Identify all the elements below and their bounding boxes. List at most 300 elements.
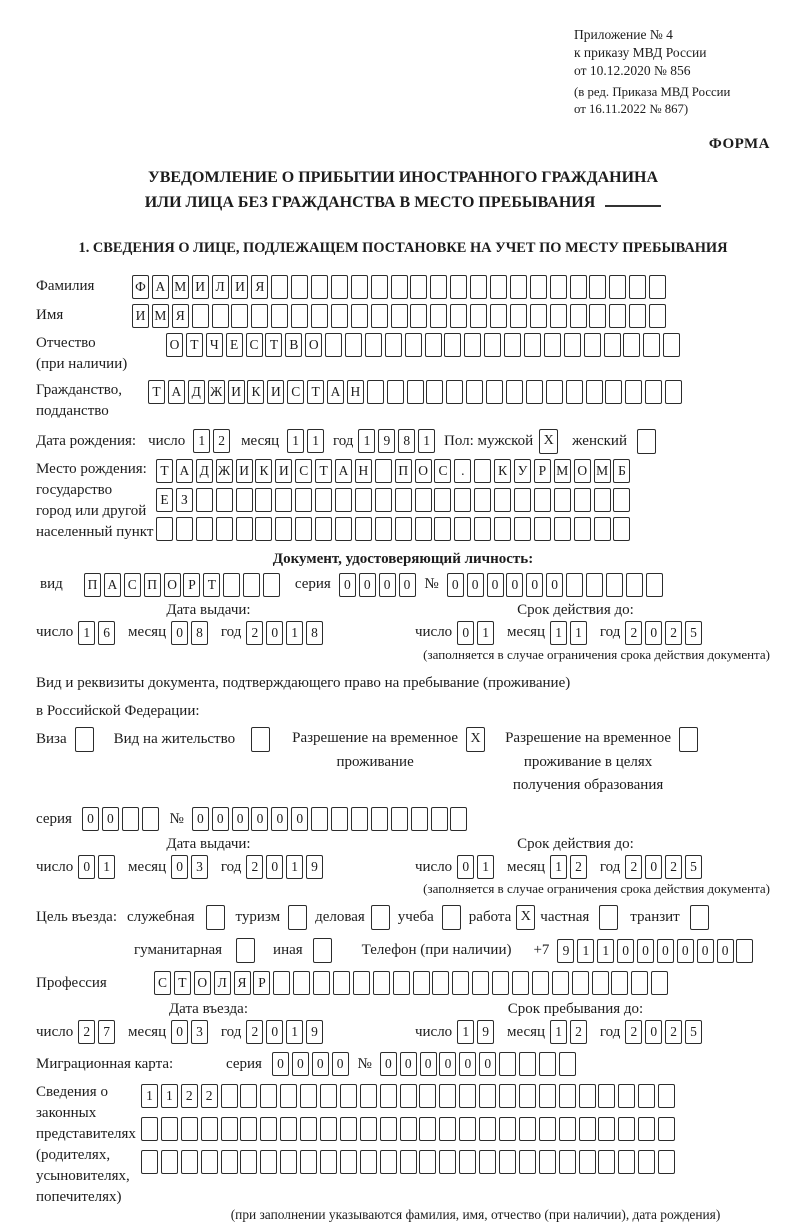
- char-box[interactable]: [351, 275, 368, 299]
- char-box[interactable]: А: [168, 380, 185, 404]
- char-box[interactable]: [216, 488, 233, 512]
- char-box[interactable]: [613, 488, 630, 512]
- char-box[interactable]: 0: [251, 807, 268, 831]
- char-box[interactable]: 1: [477, 621, 494, 645]
- char-box[interactable]: 0: [645, 1020, 662, 1044]
- char-box[interactable]: [539, 1084, 556, 1108]
- char-box[interactable]: [519, 1150, 536, 1174]
- char-box[interactable]: [623, 333, 640, 357]
- char-box[interactable]: 0: [506, 573, 523, 597]
- char-box[interactable]: [645, 380, 662, 404]
- char-box[interactable]: 0: [332, 1052, 349, 1076]
- char-box[interactable]: [539, 1150, 556, 1174]
- char-box[interactable]: 1: [418, 429, 435, 453]
- char-box[interactable]: 1: [597, 939, 614, 963]
- char-box[interactable]: 0: [192, 807, 209, 831]
- char-box[interactable]: [459, 1084, 476, 1108]
- char-box[interactable]: П: [144, 573, 161, 597]
- char-box[interactable]: [255, 517, 272, 541]
- char-box[interactable]: [425, 333, 442, 357]
- char-box[interactable]: [380, 1084, 397, 1108]
- char-box[interactable]: Р: [253, 971, 270, 995]
- char-box[interactable]: [504, 333, 521, 357]
- char-box[interactable]: [574, 517, 591, 541]
- char-box[interactable]: [280, 1150, 297, 1174]
- char-box[interactable]: [450, 275, 467, 299]
- char-box[interactable]: К: [494, 459, 511, 483]
- char-box[interactable]: [618, 1150, 635, 1174]
- char-box[interactable]: [526, 380, 543, 404]
- char-box[interactable]: [142, 807, 159, 831]
- char-box[interactable]: 0: [645, 621, 662, 645]
- char-box[interactable]: И: [267, 380, 284, 404]
- char-box[interactable]: [360, 1084, 377, 1108]
- char-box[interactable]: [484, 333, 501, 357]
- char-box[interactable]: С: [434, 459, 451, 483]
- char-box[interactable]: 9: [306, 855, 323, 879]
- char-box[interactable]: [271, 275, 288, 299]
- char-box[interactable]: [594, 517, 611, 541]
- char-box[interactable]: [221, 1150, 238, 1174]
- char-box[interactable]: [371, 807, 388, 831]
- char-box[interactable]: [122, 807, 139, 831]
- char-box[interactable]: [313, 971, 330, 995]
- char-box[interactable]: У: [514, 459, 531, 483]
- char-box[interactable]: [479, 1084, 496, 1108]
- char-box[interactable]: 1: [286, 621, 303, 645]
- char-box[interactable]: 1: [78, 621, 95, 645]
- char-box[interactable]: [311, 807, 328, 831]
- char-box[interactable]: [410, 304, 427, 328]
- char-box[interactable]: [353, 971, 370, 995]
- char-box[interactable]: [192, 304, 209, 328]
- char-box[interactable]: [340, 1084, 357, 1108]
- char-box[interactable]: 0: [339, 573, 356, 597]
- char-box[interactable]: [512, 971, 529, 995]
- char-box[interactable]: [221, 1084, 238, 1108]
- char-box[interactable]: С: [246, 333, 263, 357]
- char-box[interactable]: [492, 971, 509, 995]
- char-box[interactable]: [181, 1117, 198, 1141]
- char-box[interactable]: [604, 333, 621, 357]
- char-box[interactable]: [539, 1052, 556, 1076]
- char-box[interactable]: 0: [171, 855, 188, 879]
- char-box[interactable]: [470, 275, 487, 299]
- purpose-tourism-checkbox[interactable]: [288, 905, 307, 930]
- char-box[interactable]: [315, 517, 332, 541]
- char-box[interactable]: [534, 488, 551, 512]
- char-box[interactable]: 6: [98, 621, 115, 645]
- char-box[interactable]: [663, 333, 680, 357]
- char-box[interactable]: 1: [550, 855, 567, 879]
- char-box[interactable]: [345, 333, 362, 357]
- char-box[interactable]: 0: [291, 807, 308, 831]
- char-box[interactable]: [141, 1150, 158, 1174]
- char-box[interactable]: [260, 1084, 277, 1108]
- char-box[interactable]: [295, 488, 312, 512]
- char-box[interactable]: [546, 380, 563, 404]
- char-box[interactable]: 0: [292, 1052, 309, 1076]
- char-box[interactable]: Т: [265, 333, 282, 357]
- char-box[interactable]: [410, 275, 427, 299]
- char-box[interactable]: [275, 488, 292, 512]
- char-box[interactable]: [490, 304, 507, 328]
- char-box[interactable]: 1: [358, 429, 375, 453]
- char-box[interactable]: 0: [400, 1052, 417, 1076]
- char-box[interactable]: [519, 1117, 536, 1141]
- char-box[interactable]: [566, 380, 583, 404]
- char-box[interactable]: [486, 380, 503, 404]
- char-box[interactable]: И: [231, 275, 248, 299]
- char-box[interactable]: 2: [625, 621, 642, 645]
- char-box[interactable]: [454, 488, 471, 512]
- char-box[interactable]: [360, 1150, 377, 1174]
- char-box[interactable]: [572, 971, 589, 995]
- char-box[interactable]: И: [275, 459, 292, 483]
- char-box[interactable]: 2: [213, 429, 230, 453]
- char-box[interactable]: 0: [526, 573, 543, 597]
- char-box[interactable]: 5: [685, 855, 702, 879]
- char-box[interactable]: 5: [685, 1020, 702, 1044]
- char-box[interactable]: О: [305, 333, 322, 357]
- char-box[interactable]: [629, 304, 646, 328]
- char-box[interactable]: [223, 573, 240, 597]
- char-box[interactable]: [646, 573, 663, 597]
- char-box[interactable]: [196, 517, 213, 541]
- male-checkbox[interactable]: X: [539, 429, 558, 454]
- char-box[interactable]: Ж: [216, 459, 233, 483]
- char-box[interactable]: [240, 1117, 257, 1141]
- char-box[interactable]: [216, 517, 233, 541]
- char-box[interactable]: [584, 333, 601, 357]
- char-box[interactable]: О: [574, 459, 591, 483]
- char-box[interactable]: [506, 380, 523, 404]
- char-box[interactable]: [331, 304, 348, 328]
- char-box[interactable]: [231, 304, 248, 328]
- char-box[interactable]: [380, 1150, 397, 1174]
- char-box[interactable]: [430, 304, 447, 328]
- char-box[interactable]: Т: [174, 971, 191, 995]
- char-box[interactable]: [156, 517, 173, 541]
- char-box[interactable]: 0: [479, 1052, 496, 1076]
- char-box[interactable]: Ж: [208, 380, 225, 404]
- char-box[interactable]: [351, 807, 368, 831]
- char-box[interactable]: 3: [191, 855, 208, 879]
- char-box[interactable]: [586, 573, 603, 597]
- char-box[interactable]: И: [192, 275, 209, 299]
- char-box[interactable]: И: [132, 304, 149, 328]
- char-box[interactable]: [255, 488, 272, 512]
- char-box[interactable]: [638, 1117, 655, 1141]
- char-box[interactable]: 0: [232, 807, 249, 831]
- char-box[interactable]: [524, 333, 541, 357]
- char-box[interactable]: И: [236, 459, 253, 483]
- char-box[interactable]: М: [594, 459, 611, 483]
- purpose-humanitarian-checkbox[interactable]: [236, 938, 255, 963]
- char-box[interactable]: [391, 807, 408, 831]
- char-box[interactable]: 0: [447, 573, 464, 597]
- char-box[interactable]: [446, 380, 463, 404]
- char-box[interactable]: [559, 1117, 576, 1141]
- char-box[interactable]: [736, 939, 753, 963]
- char-box[interactable]: А: [327, 380, 344, 404]
- char-box[interactable]: [649, 304, 666, 328]
- char-box[interactable]: 2: [246, 1020, 263, 1044]
- char-box[interactable]: А: [176, 459, 193, 483]
- char-box[interactable]: Р: [534, 459, 551, 483]
- char-box[interactable]: 0: [399, 573, 416, 597]
- char-box[interactable]: 0: [171, 621, 188, 645]
- char-box[interactable]: 0: [717, 939, 734, 963]
- char-box[interactable]: [413, 971, 430, 995]
- char-box[interactable]: Е: [156, 488, 173, 512]
- char-box[interactable]: Ф: [132, 275, 149, 299]
- char-box[interactable]: П: [84, 573, 101, 597]
- char-box[interactable]: [550, 275, 567, 299]
- char-box[interactable]: Л: [214, 971, 231, 995]
- char-box[interactable]: [419, 1117, 436, 1141]
- char-box[interactable]: [360, 1117, 377, 1141]
- visa-checkbox[interactable]: [75, 727, 94, 752]
- char-box[interactable]: [221, 1117, 238, 1141]
- char-box[interactable]: [651, 971, 668, 995]
- char-box[interactable]: [539, 1117, 556, 1141]
- char-box[interactable]: [479, 1150, 496, 1174]
- char-box[interactable]: [638, 1084, 655, 1108]
- char-box[interactable]: 8: [191, 621, 208, 645]
- char-box[interactable]: [400, 1150, 417, 1174]
- char-box[interactable]: [400, 1084, 417, 1108]
- char-box[interactable]: Т: [186, 333, 203, 357]
- char-box[interactable]: 0: [657, 939, 674, 963]
- char-box[interactable]: 2: [201, 1084, 218, 1108]
- char-box[interactable]: 1: [457, 1020, 474, 1044]
- char-box[interactable]: [459, 1150, 476, 1174]
- char-box[interactable]: [625, 380, 642, 404]
- char-box[interactable]: [472, 971, 489, 995]
- char-box[interactable]: 0: [266, 1020, 283, 1044]
- char-box[interactable]: О: [164, 573, 181, 597]
- char-box[interactable]: 2: [665, 855, 682, 879]
- char-box[interactable]: [291, 304, 308, 328]
- char-box[interactable]: [320, 1084, 337, 1108]
- char-box[interactable]: [579, 1150, 596, 1174]
- char-box[interactable]: 0: [645, 855, 662, 879]
- char-box[interactable]: [658, 1117, 675, 1141]
- char-box[interactable]: 0: [439, 1052, 456, 1076]
- char-box[interactable]: 1: [307, 429, 324, 453]
- char-box[interactable]: 1: [550, 1020, 567, 1044]
- char-box[interactable]: [385, 333, 402, 357]
- char-box[interactable]: 0: [102, 807, 119, 831]
- char-box[interactable]: И: [228, 380, 245, 404]
- char-box[interactable]: [371, 304, 388, 328]
- char-box[interactable]: [426, 380, 443, 404]
- char-box[interactable]: Т: [156, 459, 173, 483]
- char-box[interactable]: 0: [266, 855, 283, 879]
- char-box[interactable]: [212, 304, 229, 328]
- char-box[interactable]: [335, 517, 352, 541]
- char-box[interactable]: [161, 1150, 178, 1174]
- char-box[interactable]: [618, 1084, 635, 1108]
- char-box[interactable]: [629, 275, 646, 299]
- char-box[interactable]: [618, 1117, 635, 1141]
- char-box[interactable]: 0: [459, 1052, 476, 1076]
- char-box[interactable]: [470, 304, 487, 328]
- char-box[interactable]: 0: [617, 939, 634, 963]
- char-box[interactable]: [454, 517, 471, 541]
- char-box[interactable]: [432, 971, 449, 995]
- char-box[interactable]: [380, 1117, 397, 1141]
- char-box[interactable]: [340, 1117, 357, 1141]
- char-box[interactable]: [534, 517, 551, 541]
- char-box[interactable]: 2: [665, 1020, 682, 1044]
- char-box[interactable]: К: [247, 380, 264, 404]
- char-box[interactable]: Е: [226, 333, 243, 357]
- char-box[interactable]: [419, 1084, 436, 1108]
- char-box[interactable]: О: [166, 333, 183, 357]
- char-box[interactable]: 1: [193, 429, 210, 453]
- char-box[interactable]: К: [255, 459, 272, 483]
- char-box[interactable]: [280, 1117, 297, 1141]
- char-box[interactable]: [510, 304, 527, 328]
- char-box[interactable]: [643, 333, 660, 357]
- char-box[interactable]: [579, 1117, 596, 1141]
- char-box[interactable]: [201, 1117, 218, 1141]
- char-box[interactable]: 1: [570, 621, 587, 645]
- char-box[interactable]: [519, 1084, 536, 1108]
- char-box[interactable]: [430, 275, 447, 299]
- char-box[interactable]: [375, 488, 392, 512]
- char-box[interactable]: [439, 1084, 456, 1108]
- char-box[interactable]: 0: [312, 1052, 329, 1076]
- char-box[interactable]: 0: [457, 621, 474, 645]
- char-box[interactable]: 0: [487, 573, 504, 597]
- char-box[interactable]: Р: [183, 573, 200, 597]
- char-box[interactable]: [499, 1150, 516, 1174]
- char-box[interactable]: 1: [550, 621, 567, 645]
- char-box[interactable]: 0: [457, 855, 474, 879]
- char-box[interactable]: С: [287, 380, 304, 404]
- char-box[interactable]: 2: [625, 855, 642, 879]
- char-box[interactable]: [300, 1117, 317, 1141]
- char-box[interactable]: [514, 517, 531, 541]
- char-box[interactable]: [415, 488, 432, 512]
- char-box[interactable]: [631, 971, 648, 995]
- char-box[interactable]: 1: [286, 855, 303, 879]
- char-box[interactable]: [574, 488, 591, 512]
- char-box[interactable]: Т: [315, 459, 332, 483]
- char-box[interactable]: [554, 517, 571, 541]
- char-box[interactable]: Т: [203, 573, 220, 597]
- char-box[interactable]: П: [395, 459, 412, 483]
- char-box[interactable]: [611, 971, 628, 995]
- char-box[interactable]: З: [176, 488, 193, 512]
- char-box[interactable]: [331, 275, 348, 299]
- char-box[interactable]: М: [152, 304, 169, 328]
- char-box[interactable]: 2: [570, 1020, 587, 1044]
- char-box[interactable]: [598, 1084, 615, 1108]
- char-box[interactable]: 2: [181, 1084, 198, 1108]
- char-box[interactable]: [365, 333, 382, 357]
- char-box[interactable]: Д: [196, 459, 213, 483]
- char-box[interactable]: [570, 275, 587, 299]
- char-box[interactable]: [393, 971, 410, 995]
- char-box[interactable]: 0: [637, 939, 654, 963]
- char-box[interactable]: [514, 488, 531, 512]
- char-box[interactable]: [589, 275, 606, 299]
- char-box[interactable]: [519, 1052, 536, 1076]
- char-box[interactable]: [181, 1150, 198, 1174]
- char-box[interactable]: [579, 1084, 596, 1108]
- char-box[interactable]: [407, 380, 424, 404]
- char-box[interactable]: [375, 517, 392, 541]
- char-box[interactable]: [559, 1052, 576, 1076]
- char-box[interactable]: [291, 275, 308, 299]
- char-box[interactable]: [452, 971, 469, 995]
- char-box[interactable]: [415, 517, 432, 541]
- char-box[interactable]: С: [295, 459, 312, 483]
- char-box[interactable]: 0: [212, 807, 229, 831]
- char-box[interactable]: 0: [697, 939, 714, 963]
- temp-residence-edu-checkbox[interactable]: [679, 727, 698, 752]
- char-box[interactable]: [260, 1117, 277, 1141]
- char-box[interactable]: [532, 971, 549, 995]
- char-box[interactable]: А: [152, 275, 169, 299]
- char-box[interactable]: [300, 1084, 317, 1108]
- char-box[interactable]: 9: [477, 1020, 494, 1044]
- char-box[interactable]: [638, 1150, 655, 1174]
- char-box[interactable]: [320, 1150, 337, 1174]
- female-checkbox[interactable]: [637, 429, 656, 454]
- char-box[interactable]: [474, 459, 491, 483]
- char-box[interactable]: [351, 304, 368, 328]
- char-box[interactable]: [367, 380, 384, 404]
- char-box[interactable]: 5: [685, 621, 702, 645]
- char-box[interactable]: [598, 1117, 615, 1141]
- char-box[interactable]: 0: [272, 1052, 289, 1076]
- char-box[interactable]: 9: [378, 429, 395, 453]
- char-box[interactable]: [405, 333, 422, 357]
- char-box[interactable]: О: [194, 971, 211, 995]
- char-box[interactable]: [544, 333, 561, 357]
- char-box[interactable]: Ч: [206, 333, 223, 357]
- char-box[interactable]: [530, 304, 547, 328]
- char-box[interactable]: [559, 1150, 576, 1174]
- char-box[interactable]: [395, 517, 412, 541]
- char-box[interactable]: А: [335, 459, 352, 483]
- char-box[interactable]: 2: [246, 621, 263, 645]
- char-box[interactable]: [196, 488, 213, 512]
- char-box[interactable]: [490, 275, 507, 299]
- residence-permit-checkbox[interactable]: [251, 727, 270, 752]
- char-box[interactable]: Я: [234, 971, 251, 995]
- char-box[interactable]: [439, 1150, 456, 1174]
- char-box[interactable]: [613, 517, 630, 541]
- char-box[interactable]: Б: [613, 459, 630, 483]
- char-box[interactable]: [499, 1084, 516, 1108]
- char-box[interactable]: [320, 1117, 337, 1141]
- char-box[interactable]: [391, 275, 408, 299]
- char-box[interactable]: [564, 333, 581, 357]
- char-box[interactable]: 3: [191, 1020, 208, 1044]
- char-box[interactable]: [609, 304, 626, 328]
- char-box[interactable]: Т: [307, 380, 324, 404]
- char-box[interactable]: М: [554, 459, 571, 483]
- char-box[interactable]: [589, 304, 606, 328]
- char-box[interactable]: [474, 488, 491, 512]
- char-box[interactable]: 2: [246, 855, 263, 879]
